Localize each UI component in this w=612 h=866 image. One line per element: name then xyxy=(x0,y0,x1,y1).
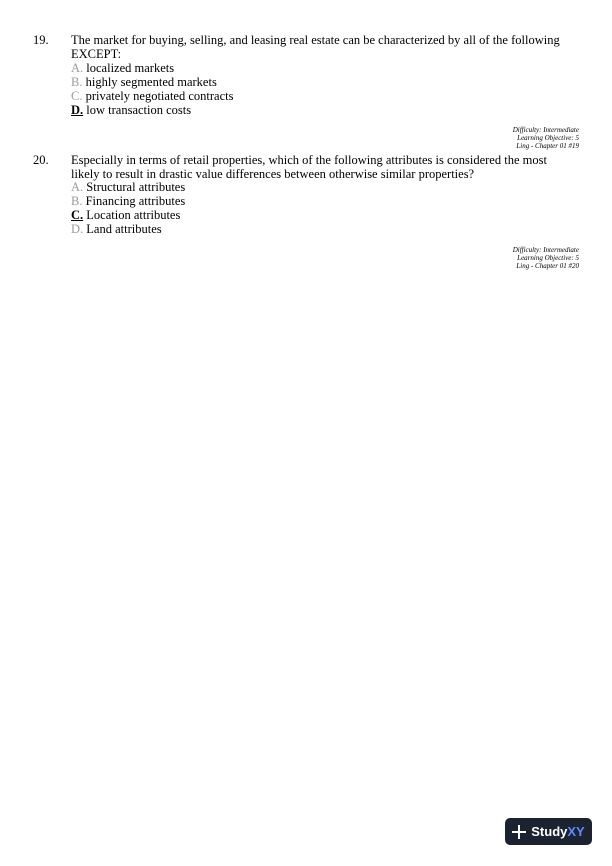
option-text: Land attributes xyxy=(86,222,162,236)
learning-objective-label: Learning Objective: 5 xyxy=(517,254,579,262)
option-text: Structural attributes xyxy=(86,180,186,194)
option-text: localized markets xyxy=(86,61,175,75)
correct-option-letter: C. xyxy=(71,208,84,222)
source-label: Ling - Chapter 01 #20 xyxy=(516,262,579,270)
option-text: highly segmented markets xyxy=(85,75,217,89)
question-stem: Especially in terms of retail properties, which of the following attributes is considered the most likely to result in drastic value differences between otherwise similar properties? xyxy=(71,153,547,181)
option-text: low transaction costs xyxy=(86,103,192,117)
option-letter: C. xyxy=(71,89,83,103)
option-b xyxy=(71,75,233,89)
option-a xyxy=(71,61,233,75)
option-letter: B. xyxy=(71,194,83,208)
option-b xyxy=(71,194,185,208)
question-meta xyxy=(513,126,579,150)
option-letter: B. xyxy=(71,75,83,89)
question-number: 20. xyxy=(33,153,49,167)
learning-objective-label: Learning Objective: 5 xyxy=(517,134,579,142)
option-text: Location attributes xyxy=(86,208,181,222)
logo-text-main: Study xyxy=(531,824,568,839)
plus-icon xyxy=(512,825,526,839)
question-number: 19. xyxy=(33,33,49,47)
option-d xyxy=(71,222,185,236)
option-text: Financing attributes xyxy=(85,194,186,208)
logo-text xyxy=(531,824,584,839)
question-meta xyxy=(513,246,579,270)
option-letter: A. xyxy=(71,61,84,75)
option-c xyxy=(71,208,185,222)
studyxy-logo xyxy=(505,818,592,845)
correct-option-letter: D. xyxy=(71,103,84,117)
option-letter: D. xyxy=(71,222,84,236)
question-stem: The market for buying, selling, and leasing real estate can be characterized by all of the following EXCEPT: xyxy=(71,33,560,61)
logo-text-accent: XY xyxy=(567,824,585,839)
option-text: privately negotiated contracts xyxy=(85,89,234,103)
option-letter: A. xyxy=(71,180,84,194)
option-d xyxy=(71,103,233,117)
difficulty-label: Difficulty: Intermediate xyxy=(512,246,579,254)
source-label: Ling - Chapter 01 #19 xyxy=(516,142,579,150)
option-a xyxy=(71,180,185,194)
difficulty-label: Difficulty: Intermediate xyxy=(512,126,579,134)
options-list xyxy=(71,61,233,117)
options-list xyxy=(71,180,185,236)
option-c xyxy=(71,89,233,103)
